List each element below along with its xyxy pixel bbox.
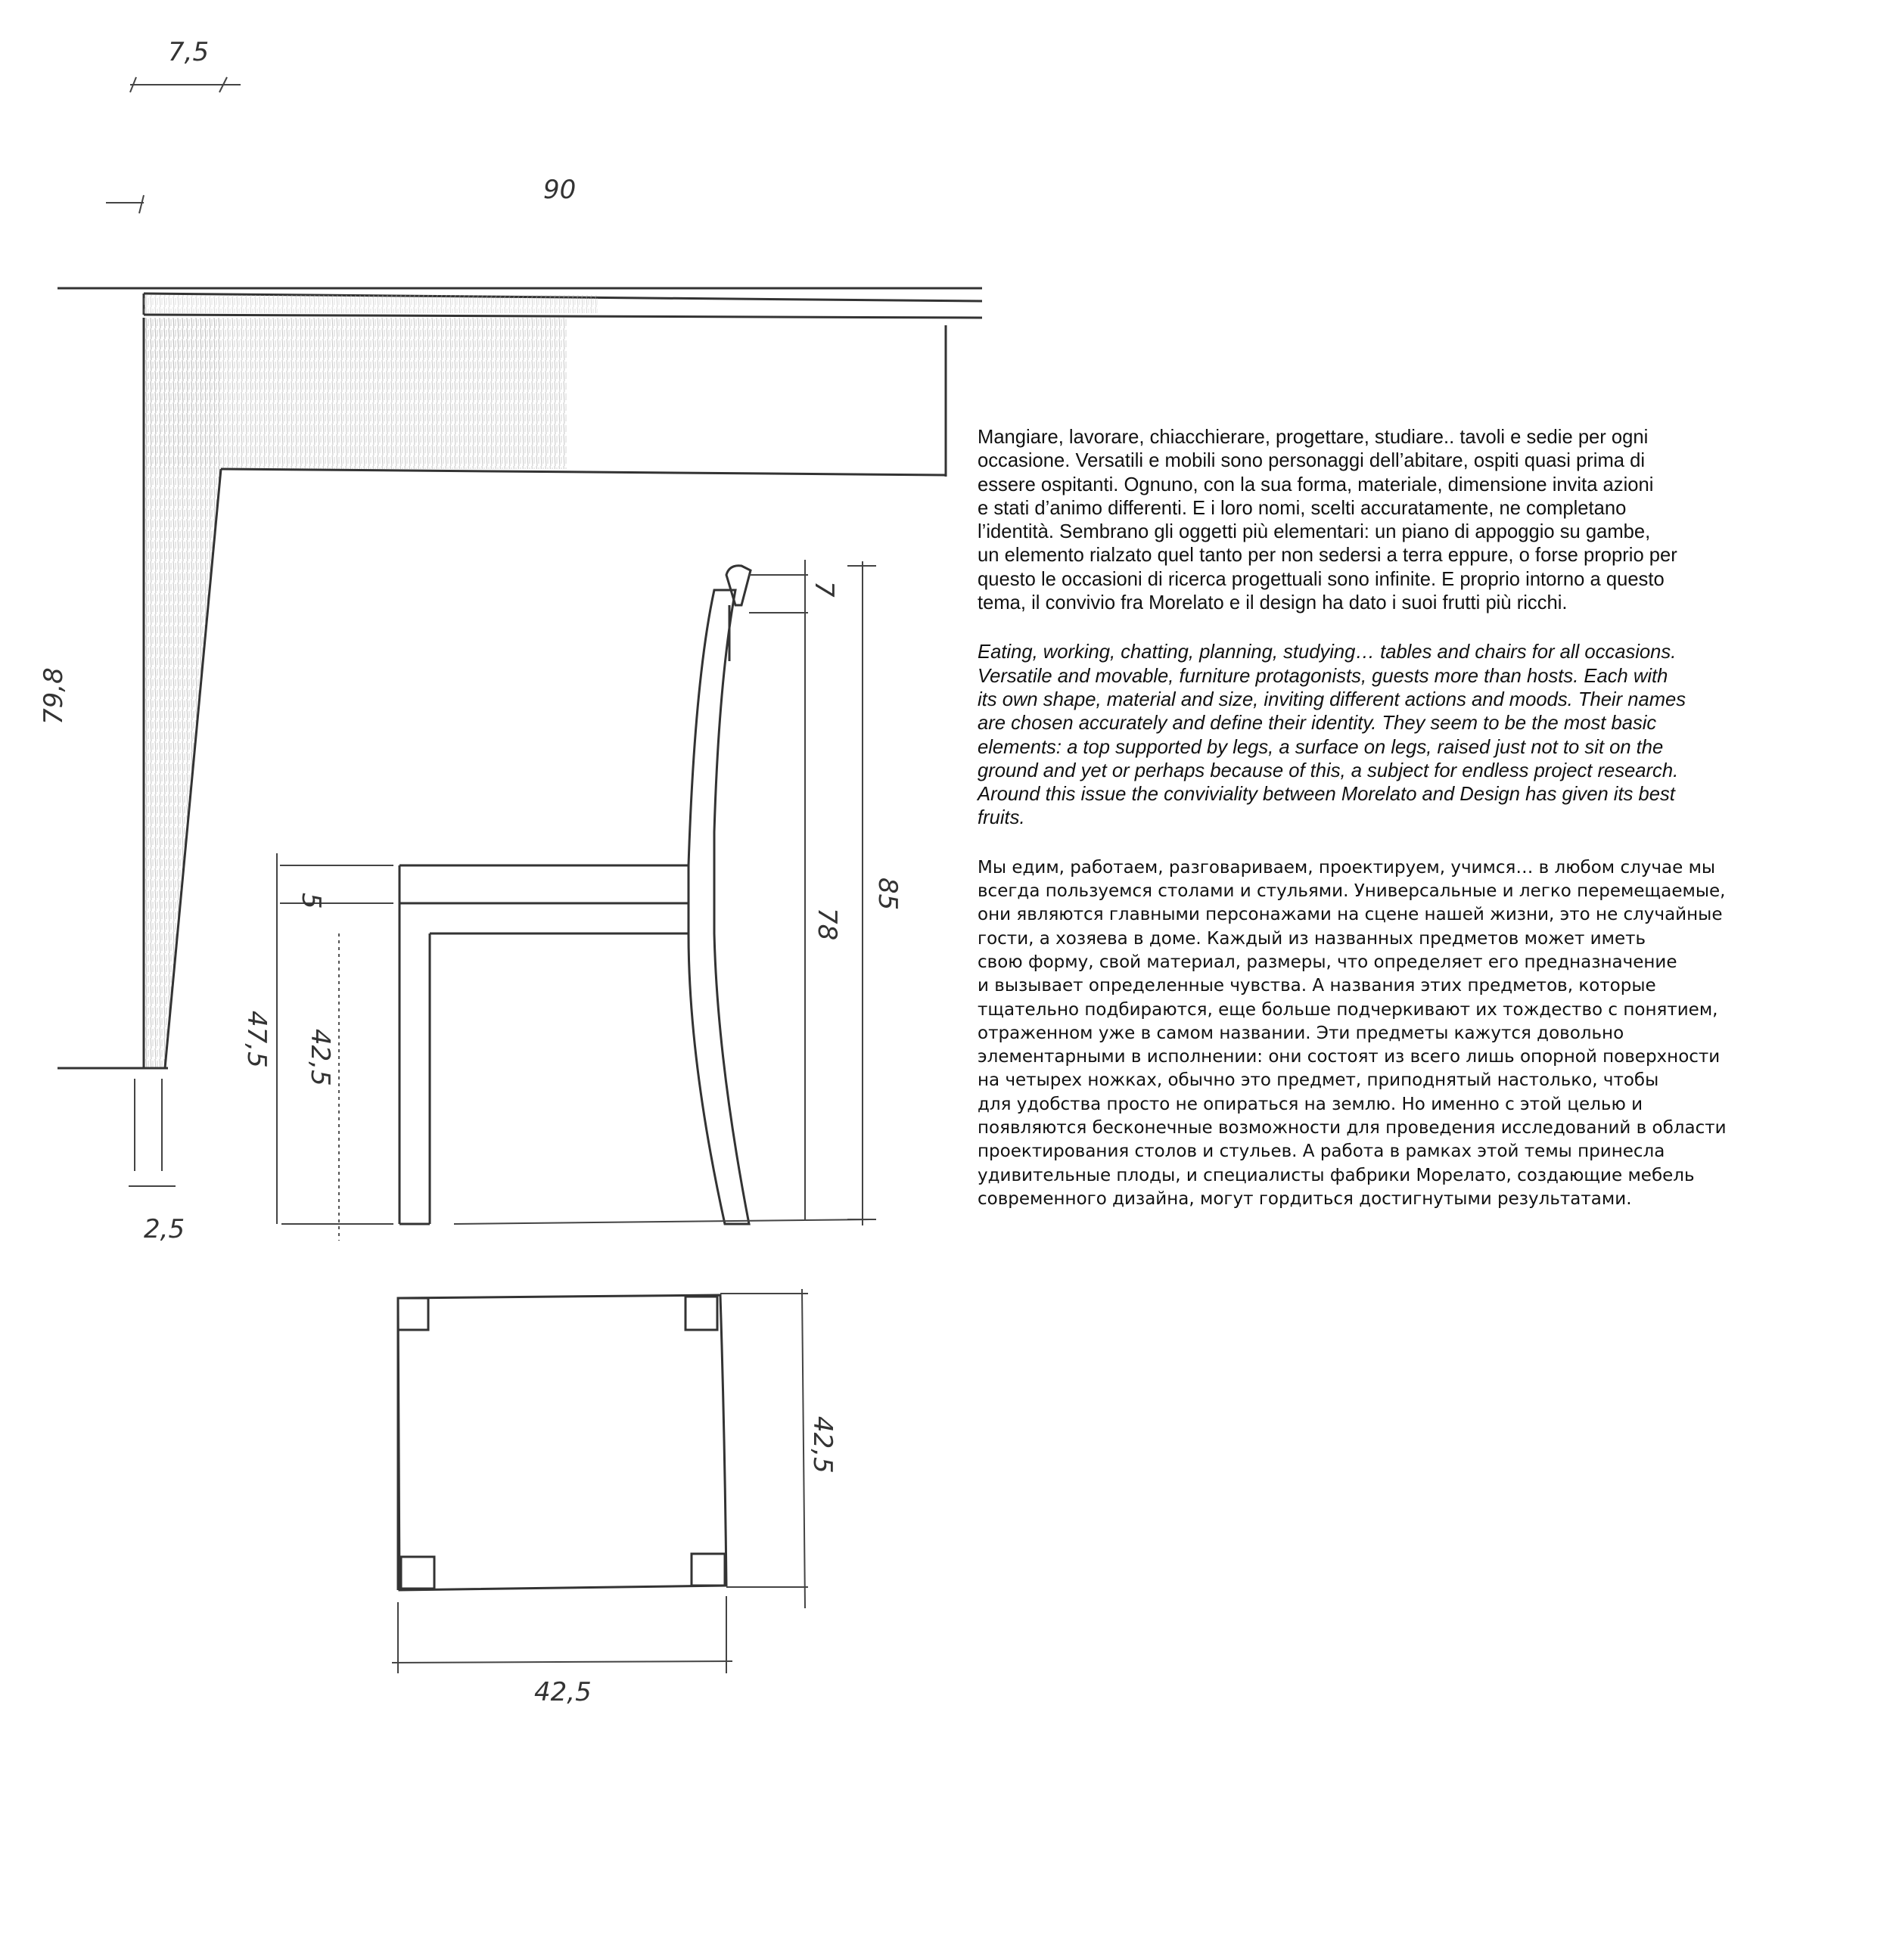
dim-backrest-top: 7 [809, 581, 839, 598]
dim-seat-to-floor: 47,5 [241, 1011, 272, 1068]
dim-table-height: 79,8 [39, 667, 69, 725]
dim-plan-depth: 42,5 [807, 1416, 838, 1474]
dim-leg-base: 2,5 [144, 1214, 185, 1244]
chair-side-view [241, 560, 903, 1241]
dim-table-length: 90 [543, 175, 577, 205]
dim-seat-thickness: 5 [296, 893, 326, 909]
table-elevation [39, 37, 982, 1244]
english-paragraph: Eating, working, chatting, planning, studying… tables and chairs for all occasions. Versatile and movable, furniture protagonists, guests more than hosts. Each with its own shape, material and size, inviting different actions and moods. Their names are chosen accurately and define their identity. They seem to be the most basic elements: a top supported by legs, a surface on legs, raised just not to sit on the ground and yet or perhaps because of this, a subject for endless project research. Around this issue the conviviality between Morelato and Design has given its best fruits. [978, 641, 1686, 829]
chair-plan-view [392, 1289, 838, 1707]
dim-back-height: 78 [812, 908, 842, 941]
description-text [978, 426, 1780, 1237]
russian-paragraph: Мы едим, работаем, разговариваем, проектируем, учимся… в любом случае мы всегда пользуемся столами и стульями. Универсальные и легко перемещаемые, они являются главными персонажами на сцене нашей жизни, это не случайные гости, а хозяева в доме. Каждый из названных предметов может иметь свою форму, свой материал, размеры, что определяет его предназначение и вызывает определенные чувства. А названия этих предметов, которые тщательно подбираются, еще больше подчеркивают их тождество с понятием, отраженном уже в самом названии. Эти предметы кажутся довольно элементарными в исполнении: они состоят из всего лишь опорной поверхности на четырех ножках, обычно это предмет, приподнятый настолько, чтобы для удобства просто не опираться на землю. Но именно с этой целью и появляются бесконечные возможности для проведения исследований в области проектирования столов и стульев. А работа в рамках этой темы принесла удивительные плоды, и специалисты фабрики Морелато, создающие мебель современного дизайна, могут гордиться достигнутыми результатами. [978, 857, 1727, 1209]
dim-plan-width: 42,5 [534, 1677, 592, 1707]
dim-seat-height: 42,5 [305, 1029, 335, 1086]
dim-leg-offset: 7,5 [168, 37, 210, 67]
dim-chair-height: 85 [872, 877, 903, 911]
italian-paragraph: Mangiare, lavorare, chiacchierare, progettare, studiare.. tavoli e sedie per ogni occasione. Versatili e mobili sono personaggi dell’abitare, ospiti quasi prima di essere ospitanti. Ognuno, con la sua forma, materiale, dimensione invita azioni e stati d’animo differenti. E i loro nomi, scelti accuratamente, ne completano l’identità. Sembrano gli oggetti più elementari: un piano di appoggio su gambe, un elemento rialzato quel tanto per non sedersi a terra eppure, o forse proprio per questo le occasioni di ricerca progettuali sono infinite. E proprio intorno a questo tema, il convivio fra Morelato e il design ha dato i suoi frutti più ricchi. [978, 427, 1677, 614]
